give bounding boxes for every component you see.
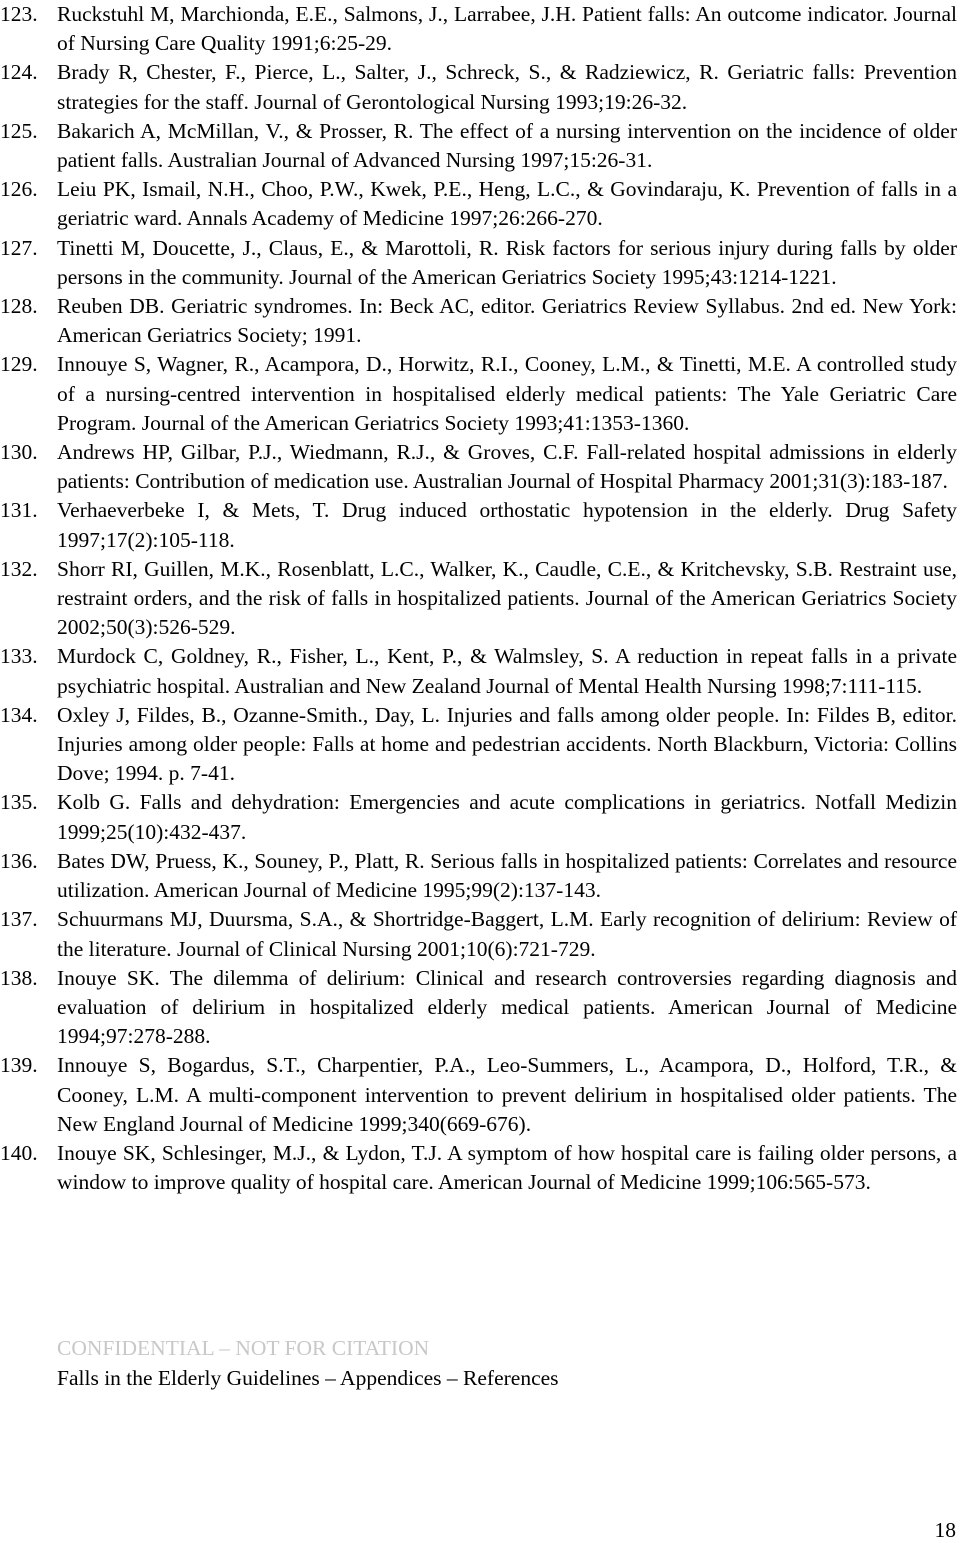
reference-text: Inouye SK, Schlesinger, M.J., & Lydon, T.J. A symptom of how hospital care is failing older persons, a window to improve quality of hospital care. American Journal of Medicine 1999;106:565-573.: [57, 1140, 957, 1195]
reference-number: 137.: [0, 907, 38, 932]
reference-number: 139.: [0, 1053, 38, 1078]
reference-text: Ruckstuhl M, Marchionda, E.E., Salmons, J., Larrabee, J.H. Patient falls: An outcome indicator. Journal of Nursing Care Quality 1991;6:25-29.: [57, 2, 957, 56]
footer-title: Falls in the Elderly Guidelines – Appendices – References: [57, 1366, 559, 1390]
reference-item: [0, 234, 957, 292]
reference-text: Oxley J, Fildes, B., Ozanne-Smith., Day, L. Injuries and falls among older people. In: Fildes B, editor. Injuries among older people: Falls at home and pedestrian accidents. North Blackburn, Victoria: Collins Dove; 1994. p. 7-41.: [57, 702, 957, 786]
reference-number: 130.: [0, 440, 38, 465]
reference-item: [0, 1051, 957, 1139]
reference-text: Schuurmans MJ, Duursma, S.A., & Shortridge-Baggert, L.M. Early recognition of delirium: Review of the literature. Journal of Clinical Nursing 2001;10(6):721-729.: [57, 907, 957, 961]
reference-number: 136.: [0, 848, 38, 873]
reference-item: [0, 788, 957, 846]
reference-number: 135.: [0, 790, 38, 815]
reference-item: [0, 438, 957, 496]
reference-item: [0, 642, 957, 700]
page-number: 18: [934, 1518, 956, 1542]
reference-number: 123.: [0, 2, 38, 26]
reference-text: Verhaeverbeke I, & Mets, T. Drug induced orthostatic hypotension in the elderly. Drug Safety 1997;17(2):105-118.: [57, 498, 957, 552]
reference-number: 126.: [0, 177, 38, 202]
reference-text: Inouye SK. The dilemma of delirium: Clinical and research controversies regarding diagnosis and evaluation of delirium in hospitalized elderly medical patients. American Journal of Medicine 1994;97:278-288.: [57, 965, 957, 1049]
reference-number: 132.: [0, 556, 38, 581]
reference-item: [0, 847, 957, 905]
reference-text: Tinetti M, Doucette, J., Claus, E., & Marottoli, R. Risk factors for serious injury during falls by older persons in the community. Journal of the American Geriatrics Society 1995;43:1214-1221.: [57, 235, 957, 289]
reference-number: 138.: [0, 965, 38, 990]
reference-text: Murdock C, Goldney, R., Fisher, L., Kent, P., & Walmsley, S. A reduction in repeat falls in a private psychiatric hospital. Australian and New Zealand Journal of Mental Health Nursing 1998;7:111-115.: [57, 644, 957, 698]
reference-text: Bates DW, Pruess, K., Souney, P., Platt, R. Serious falls in hospitalized patients: Correlates and resource utilization. American Journal of Medicine 1995;99(2):137-143.: [57, 848, 957, 903]
reference-text: Brady R, Chester, F., Pierce, L., Salter, J., Schreck, S., & Radziewicz, R. Geriatric falls: Prevention strategies for the staff. Journal of Gerontological Nursing 1993;19:26-32.: [57, 60, 957, 114]
confidential-notice: CONFIDENTIAL – NOT FOR CITATION: [57, 1336, 430, 1360]
reference-text: Andrews HP, Gilbar, P.J., Wiedmann, R.J., & Groves, C.F. Fall-related hospital admissions in elderly patients: Contribution of medication use. Australian Journal of Hospital Pharmacy 2001;31(3):183-187.: [57, 440, 957, 494]
reference-text: Leiu PK, Ismail, N.H., Choo, P.W., Kwek, P.E., Heng, L.C., & Govindaraju, K. Prevention of falls in a geriatric ward. Annals Academy of Medicine 1997;26:266-270.: [57, 177, 957, 231]
reference-item: [0, 905, 957, 963]
reference-item: [0, 964, 957, 1052]
reference-text: Kolb G. Falls and dehydration: Emergencies and acute complications in geriatrics. Notfall Medizin 1999;25(10):432-437.: [57, 790, 957, 844]
reference-text: Shorr RI, Guillen, M.K., Rosenblatt, L.C., Walker, K., Caudle, C.E., & Kritchevsky, S.B. Restraint use, restraint orders, and the risk of falls in hospitalized patients. Journal of the American Geriatrics Society 2002;50(3):526-529.: [57, 556, 957, 640]
reference-number: 129.: [0, 352, 38, 377]
reference-item: [0, 58, 957, 116]
reference-item: [0, 1139, 957, 1197]
reference-number: 125.: [0, 118, 38, 143]
reference-number: 131.: [0, 498, 38, 523]
reference-item: [0, 175, 957, 233]
reference-number: 140.: [0, 1140, 38, 1165]
reference-text: Reuben DB. Geriatric syndromes. In: Beck AC, editor. Geriatrics Review Syllabus. 2nd ed. New York: American Geriatrics Society; 1991.: [57, 294, 957, 348]
reference-item: [0, 292, 957, 350]
reference-item: [0, 117, 957, 175]
reference-number: 128.: [0, 294, 38, 319]
reference-number: 134.: [0, 702, 38, 727]
reference-item: [0, 701, 957, 789]
reference-item: [0, 496, 957, 554]
reference-number: 124.: [0, 60, 38, 85]
reference-number: 127.: [0, 235, 38, 260]
reference-text: Innouye S, Wagner, R., Acampora, D., Horwitz, R.I., Cooney, L.M., & Tinetti, M.E. A controlled study of a nursing-centred intervention in hospitalised elderly medical patients: The Yale Geriatric Care Program. Journal of the American Geriatrics Society 1993;41:1353-1360.: [57, 352, 957, 435]
reference-text: Innouye S, Bogardus, S.T., Charpentier, P.A., Leo-Summers, L., Acampora, D., Holford, T.R., & Cooney, L.M. A multi-component intervention to prevent delirium in hospitalised older patients. The New England Journal of Medicine 1999;340(669-676).: [57, 1053, 957, 1136]
reference-text: Bakarich A, McMillan, V., & Prosser, R. The effect of a nursing intervention on the incidence of older patient falls. Australian Journal of Advanced Nursing 1997;15:26-31.: [57, 118, 957, 173]
reference-number: 133.: [0, 644, 38, 669]
reference-item: [0, 0, 957, 58]
reference-item: [0, 350, 957, 438]
reference-item: [0, 555, 957, 643]
